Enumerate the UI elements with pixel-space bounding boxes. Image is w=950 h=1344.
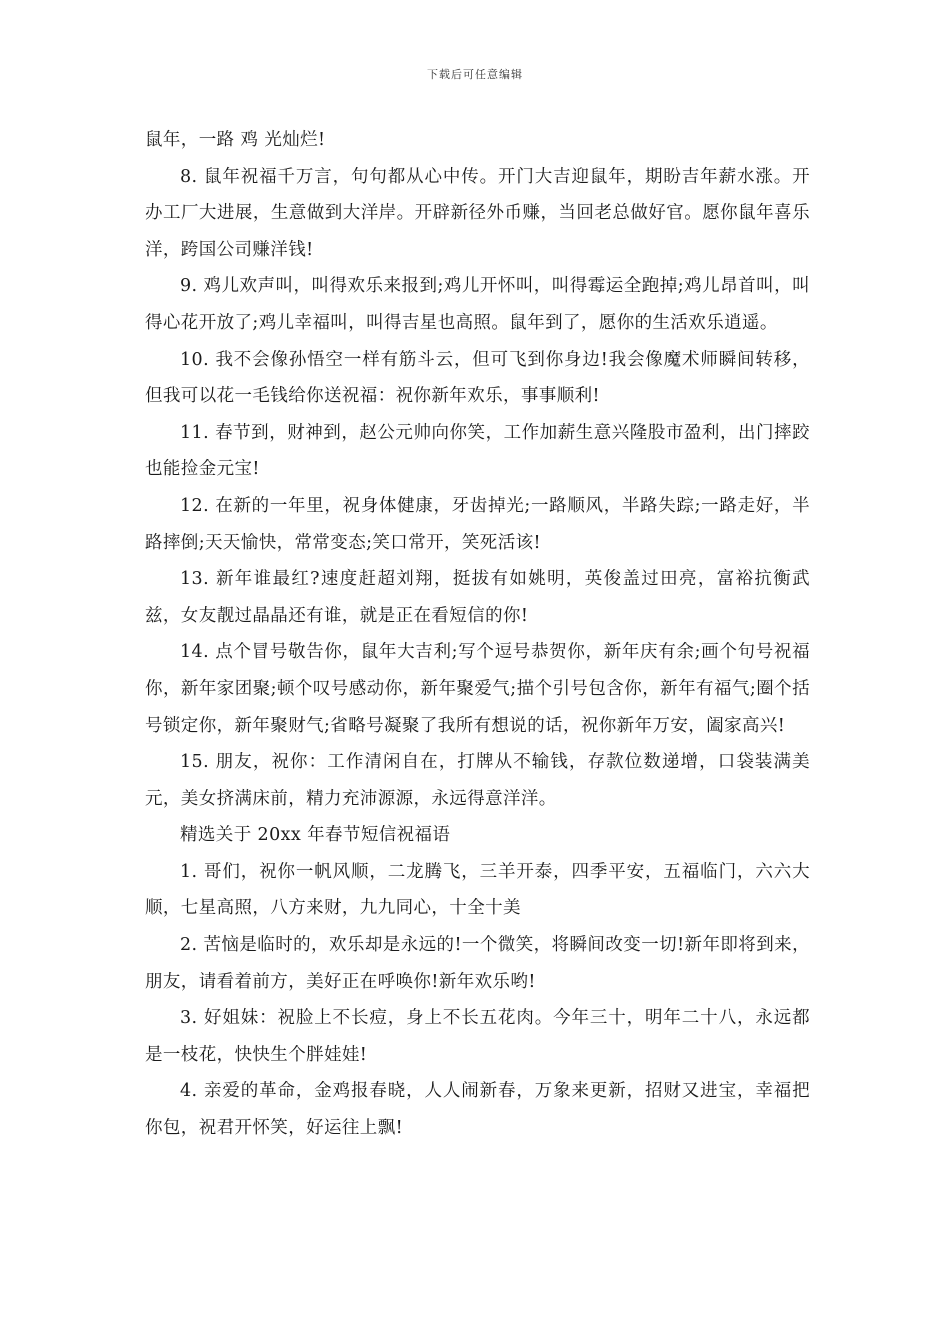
blessing-item-12: 12. 在新的一年里，祝身体健康，牙齿掉光;一路顺风，半路失踪;一路走好，半路摔倒;天天愉快，常常变态;笑口常开，笑死活该! xyxy=(145,495,810,553)
blessing-item-4: 4. 亲爱的革命，金鸡报春晓，人人闹新春，万象来更新，招财又进宝，幸福把你包，祝君开怀笑，好运往上飘! xyxy=(145,1081,810,1139)
blessing-item-15: 15. 朋友，祝你：工作清闲自在，打牌从不输钱，存款位数递增，口袋装满美元，美女挤满床前，精力充沛源源，永远得意洋洋。 xyxy=(145,752,810,809)
blessing-item-1: 1. 哥们，祝你一帆风顺，二龙腾飞，三羊开泰，四季平安，五福临门，六六大顺，七星高照，八方来财，九九同心，十全十美 xyxy=(145,861,810,919)
blessing-item-14: 14. 点个冒号敬告你，鼠年大吉利;写个逗号恭贺你，新年庆有余;画个句号祝福你，新年家团聚;顿个叹号感动你，新年聚爱气;描个引号包含你，新年有福气;圈个括号锁定你，新年聚财气;省略号凝聚了我所有想说的话，祝你新年万安，阖家高兴! xyxy=(145,642,810,736)
blessing-item-9: 9. 鸡儿欢声叫，叫得欢乐来报到;鸡儿开怀叫，叫得霉运全跑掉;鸡儿昂首叫，叫得心花开放了;鸡儿幸福叫，叫得吉星也高照。鼠年到了，愿你的生活欢乐逍遥。 xyxy=(145,276,810,333)
blessing-item-3: 3. 好姐妹：祝脸上不长痘，身上不长五花肉。今年三十，明年二十八，永远都是一枝花，快快生个胖娃娃! xyxy=(145,1008,810,1065)
blessing-item-8: 8. 鼠年祝福千万言，句句都从心中传。开门大吉迎鼠年，期盼吉年薪水涨。开办工厂大进展，生意做到大洋岸。开辟新径外币赚，当回老总做好官。愿你鼠年喜乐洋，跨国公司赚洋钱! xyxy=(145,166,810,260)
paragraph-continuation: 鼠年，一路 鸡 光灿烂! xyxy=(145,130,326,150)
blessing-item-2: 2. 苦恼是临时的，欢乐却是永远的!一个微笑，将瞬间改变一切!新年即将到来，朋友，请看着前方，美好正在呼唤你!新年欢乐哟! xyxy=(145,935,810,992)
page-header: 下载后可任意编辑 xyxy=(427,68,523,81)
document-body xyxy=(145,122,810,1147)
blessing-item-11: 11. 春节到，财神到，赵公元帅向你笑，工作加薪生意兴隆股市盈利，出门摔跤也能捡金元宝! xyxy=(145,422,810,480)
blessing-item-10: 10. 我不会像孙悟空一样有筋斗云，但可飞到你身边!我会像魔术师瞬间转移，但我可以花一毛钱给你送祝福：祝你新年欢乐，事事顺利! xyxy=(145,349,810,407)
blessing-item-13: 13. 新年谁最红?速度赶超刘翔，挺拔有如姚明，英俊盖过田亮，富裕抗衡武兹，女友靓过晶晶还有谁，就是正在看短信的你! xyxy=(145,569,810,626)
section-heading: 精选关于 20xx 年春节短信祝福语 xyxy=(180,825,451,846)
